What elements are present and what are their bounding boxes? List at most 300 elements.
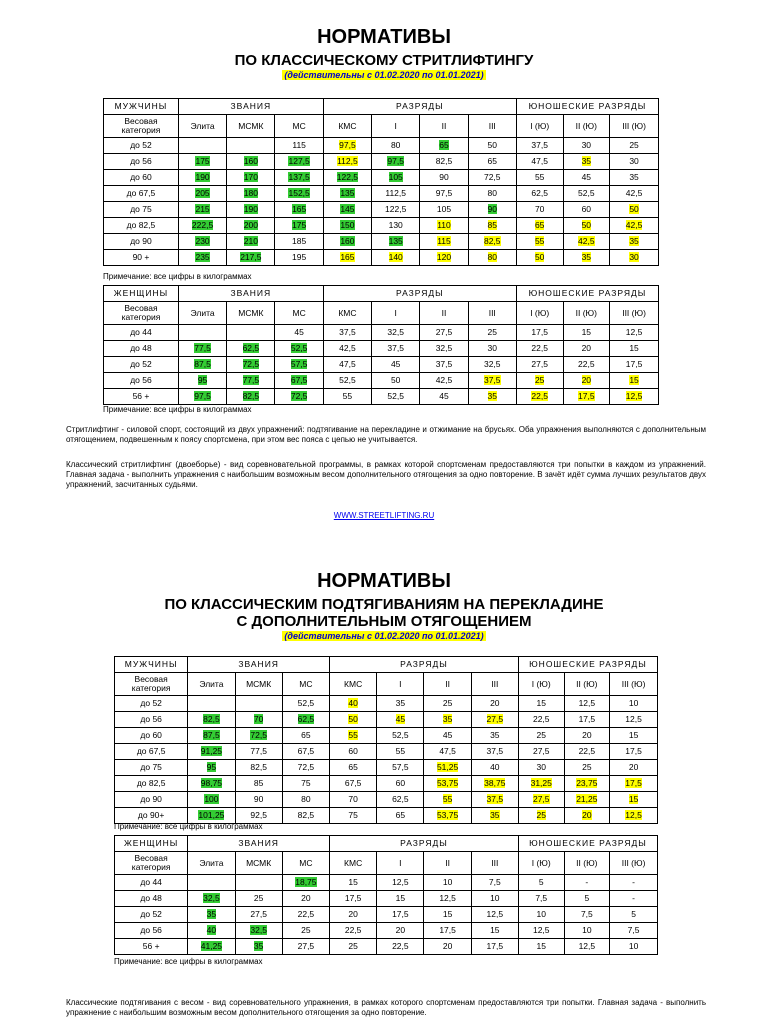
- column-header-cell: I (Ю): [516, 115, 563, 138]
- weight-category-cell: [104, 170, 179, 186]
- table-group-header: [115, 836, 658, 852]
- group-header-cell: ЮНОШЕСКИЕ РАЗРЯДЫ: [518, 657, 657, 673]
- value-cell: [235, 728, 282, 744]
- cell-value: 72,5: [483, 172, 501, 182]
- table-row: [104, 389, 659, 405]
- cell-value: 65: [348, 762, 358, 772]
- cell-value: 17,5: [578, 391, 595, 401]
- value-cell: [227, 154, 275, 170]
- value-cell: [282, 939, 329, 955]
- column-header-cell: I (Ю): [518, 852, 564, 875]
- value-cell: [235, 875, 282, 891]
- value-cell: [275, 202, 323, 218]
- column-header-cell: III: [468, 302, 516, 325]
- table-group-header: [104, 286, 659, 302]
- column-header-cell: Элита: [178, 115, 226, 138]
- group-header-cell: ЖЕНЩИНЫ: [104, 286, 179, 302]
- table-row: [115, 792, 658, 808]
- value-cell: [468, 186, 516, 202]
- value-cell: [610, 170, 659, 186]
- value-cell: [372, 357, 420, 373]
- cell-value: 80: [301, 794, 311, 804]
- group-header-cell: ЗВАНИЯ: [178, 99, 323, 115]
- value-cell: [420, 154, 468, 170]
- cell-value: 205: [195, 188, 210, 198]
- value-cell: [377, 808, 424, 824]
- cell-value: 55: [534, 172, 545, 182]
- value-cell: [420, 373, 468, 389]
- cell-value: 45: [439, 391, 449, 401]
- value-cell: [275, 218, 323, 234]
- value-cell: [563, 218, 610, 234]
- cell-value: 185: [292, 236, 307, 246]
- value-cell: [468, 389, 516, 405]
- cell-value: 55: [342, 391, 353, 401]
- cell-value: 25: [487, 327, 497, 337]
- value-cell: [235, 696, 282, 712]
- weight-category-cell: [115, 923, 188, 939]
- cell-value: 80: [390, 140, 401, 150]
- cell-value: 37,5: [531, 140, 548, 150]
- value-cell: [518, 744, 564, 760]
- table-pullups-men: [114, 656, 658, 824]
- value-cell: [468, 202, 516, 218]
- cell-value: 25: [253, 893, 264, 903]
- table-row: [115, 744, 658, 760]
- value-cell: [610, 218, 659, 234]
- cell-value: 27,5: [532, 746, 550, 756]
- cell-value: 10: [628, 941, 639, 951]
- cell-value: 12,5: [486, 909, 504, 919]
- cell-value: 87,5: [194, 359, 211, 369]
- value-cell: [323, 202, 371, 218]
- value-cell: [377, 891, 424, 907]
- page-subtitle: ПО КЛАССИЧЕСКОМУ СТРИТЛИФТИНГУ: [234, 52, 534, 69]
- value-cell: [275, 373, 323, 389]
- value-cell: [420, 170, 468, 186]
- value-cell: [235, 776, 282, 792]
- column-header-cell: Элита: [188, 673, 235, 696]
- table-streetlifting-women: [103, 285, 659, 405]
- value-cell: [471, 728, 518, 744]
- value-cell: [282, 923, 329, 939]
- value-cell: [424, 712, 471, 728]
- value-cell: [424, 939, 471, 955]
- cell-value: 27,5: [250, 909, 267, 919]
- value-cell: [516, 373, 563, 389]
- cell-value: 50: [390, 375, 401, 385]
- cell-value: 65: [534, 220, 545, 230]
- cell-value: 53,75: [436, 778, 459, 788]
- table-column-header: [115, 852, 658, 875]
- value-cell: [420, 202, 468, 218]
- column-header-cell: III (Ю): [610, 115, 659, 138]
- column-header-cell: III (Ю): [610, 673, 658, 696]
- value-cell: [235, 939, 282, 955]
- value-cell: [424, 776, 471, 792]
- value-cell: [610, 760, 658, 776]
- cell-value: 25: [348, 941, 358, 951]
- value-cell: [330, 891, 377, 907]
- column-header-cell: КМС: [323, 115, 371, 138]
- cell-value: 55: [442, 794, 453, 804]
- cell-value: 80: [487, 188, 497, 198]
- column-header-cell: Весовая категория: [115, 852, 188, 875]
- table-row: [104, 234, 659, 250]
- cell-value: 70: [348, 794, 358, 804]
- cell-value: 37,5: [486, 794, 504, 804]
- cell-value: 47,5: [439, 746, 456, 756]
- table-row: [115, 696, 658, 712]
- cell-value: 57,5: [290, 359, 308, 369]
- value-cell: [564, 728, 610, 744]
- cell-value: 27,5: [435, 327, 453, 337]
- cell-value: 65: [439, 140, 449, 150]
- value-cell: [275, 186, 323, 202]
- cell-value: 82,5: [483, 236, 501, 246]
- cell-value: 230: [195, 236, 210, 246]
- cell-value: 87,5: [203, 730, 220, 740]
- value-cell: [564, 792, 610, 808]
- column-header-cell: II (Ю): [564, 673, 610, 696]
- value-cell: [424, 744, 471, 760]
- cell-value: 41,25: [200, 941, 223, 951]
- cell-value: 50: [581, 220, 592, 230]
- cell-value: 22,5: [578, 746, 596, 756]
- cell-value: 25: [442, 698, 453, 708]
- cell-value: до 56: [140, 925, 162, 935]
- value-cell: [275, 138, 323, 154]
- cell-value: 122,5: [336, 172, 359, 182]
- value-cell: [178, 186, 226, 202]
- column-header-cell: МС: [282, 673, 329, 696]
- cell-value: до 82,5: [136, 778, 166, 788]
- value-cell: [330, 923, 377, 939]
- cell-value: 165: [340, 252, 355, 262]
- cell-value: 7,5: [627, 925, 640, 935]
- cell-value: 127,5: [288, 156, 310, 166]
- value-cell: [471, 696, 518, 712]
- value-cell: [178, 234, 226, 250]
- cell-value: 37,5: [435, 359, 453, 369]
- cell-value: 82,5: [435, 156, 453, 166]
- table-column-header: [104, 115, 659, 138]
- value-cell: [235, 923, 282, 939]
- value-cell: [424, 891, 471, 907]
- value-cell: [188, 907, 235, 923]
- cell-value: до 52: [130, 359, 152, 369]
- table-row: [104, 325, 659, 341]
- cell-value: 7,5: [488, 877, 501, 887]
- cell-value: 85: [487, 220, 497, 230]
- value-cell: [563, 154, 610, 170]
- value-cell: [564, 808, 610, 824]
- value-cell: [471, 712, 518, 728]
- value-cell: [227, 218, 275, 234]
- value-cell: [372, 341, 420, 357]
- page-title: НОРМАТИВЫ: [317, 26, 451, 48]
- cell-value: 97,5: [339, 140, 356, 150]
- cell-value: 217,5: [240, 252, 262, 262]
- value-cell: [468, 170, 516, 186]
- column-header-cell: III (Ю): [610, 852, 658, 875]
- cell-value: 60: [395, 778, 406, 788]
- cell-value: 25: [582, 762, 592, 772]
- cell-value: 25: [536, 810, 546, 820]
- column-header-cell: III: [471, 673, 518, 696]
- value-cell: [372, 202, 420, 218]
- value-cell: [227, 357, 275, 373]
- value-cell: [372, 234, 420, 250]
- value-cell: [516, 341, 563, 357]
- value-cell: [610, 186, 659, 202]
- value-cell: [424, 728, 471, 744]
- value-cell: [610, 154, 659, 170]
- weight-category-cell: [115, 792, 188, 808]
- table-row: [104, 357, 659, 373]
- value-cell: [275, 357, 323, 373]
- column-header-cell: I (Ю): [518, 673, 564, 696]
- table-row: [104, 154, 659, 170]
- cell-value: 31,25: [530, 778, 552, 788]
- cell-value: 82,5: [203, 714, 220, 724]
- cell-value: 12,5: [625, 391, 643, 401]
- cell-value: 15: [628, 730, 639, 740]
- cell-value: 25: [534, 375, 545, 385]
- cell-value: 12,5: [578, 698, 596, 708]
- cell-value: 105: [436, 204, 452, 214]
- table-row: [104, 373, 659, 389]
- cell-value: 27,5: [297, 941, 315, 951]
- value-cell: [377, 744, 424, 760]
- cell-value: до 75: [130, 204, 152, 214]
- cell-value: 15: [536, 941, 546, 951]
- cell-value: 122,5: [385, 204, 407, 214]
- cell-value: 22,5: [344, 925, 362, 935]
- cell-value: 97,5: [435, 188, 453, 198]
- column-header-cell: II: [424, 852, 471, 875]
- value-cell: [235, 760, 282, 776]
- value-cell: [282, 776, 329, 792]
- cell-value: до 67,5: [136, 746, 166, 756]
- value-cell: [468, 138, 516, 154]
- value-cell: [420, 357, 468, 373]
- cell-value: 5: [631, 909, 636, 919]
- cell-value: 215: [195, 204, 210, 214]
- value-cell: [563, 138, 610, 154]
- value-cell: [188, 776, 235, 792]
- cell-value: 20: [582, 810, 592, 820]
- value-cell: [468, 250, 516, 266]
- value-cell: [424, 875, 471, 891]
- table-row: [115, 923, 658, 939]
- table-streetlifting-men: [103, 98, 659, 266]
- value-cell: [275, 154, 323, 170]
- value-cell: [516, 202, 563, 218]
- group-header-cell: МУЖЧИНЫ: [115, 657, 188, 673]
- cell-value: 90: [253, 794, 264, 804]
- group-header-cell: ЗВАНИЯ: [178, 286, 323, 302]
- cell-value: 75: [348, 810, 358, 820]
- cell-value: 56 +: [132, 391, 150, 401]
- cell-value: 55: [348, 730, 358, 740]
- value-cell: [518, 923, 564, 939]
- cell-value: 32,5: [483, 359, 501, 369]
- value-cell: [188, 712, 235, 728]
- column-header-cell: I (Ю): [516, 302, 563, 325]
- cell-value: 72,5: [250, 730, 267, 740]
- value-cell: [227, 202, 275, 218]
- weight-category-cell: [115, 776, 188, 792]
- cell-value: 20: [301, 893, 311, 903]
- cell-value: 65: [487, 156, 497, 166]
- column-header-cell: Весовая категория: [104, 302, 179, 325]
- weight-category-cell: [104, 373, 179, 389]
- value-cell: [188, 792, 235, 808]
- table-row: [104, 218, 659, 234]
- column-header-cell: МСМК: [235, 852, 282, 875]
- cell-value: до 90: [140, 794, 162, 804]
- website-link[interactable]: WWW.STREETLIFTING.RU: [333, 511, 435, 520]
- value-cell: [227, 373, 275, 389]
- cell-value: 65: [395, 810, 406, 820]
- value-cell: [420, 218, 468, 234]
- cell-value: 110: [437, 220, 451, 230]
- cell-value: 7,5: [535, 893, 548, 903]
- cell-value: 37,5: [483, 375, 501, 385]
- value-cell: [420, 389, 468, 405]
- cell-value: 17,5: [578, 714, 596, 724]
- table-note: Примечание: все цифры в килограммах: [103, 272, 252, 281]
- cell-value: 42,5: [625, 188, 643, 198]
- value-cell: [235, 907, 282, 923]
- table-row: [115, 776, 658, 792]
- cell-value: 175: [195, 156, 210, 166]
- cell-value: до 75: [140, 762, 162, 772]
- value-cell: [372, 373, 420, 389]
- value-cell: [372, 138, 420, 154]
- cell-value: 25: [301, 925, 311, 935]
- value-cell: [516, 154, 563, 170]
- value-cell: [323, 234, 371, 250]
- value-cell: [610, 325, 659, 341]
- value-cell: [235, 891, 282, 907]
- cell-value: 90 +: [132, 252, 150, 262]
- cell-value: 42,5: [435, 375, 453, 385]
- cell-value: до 60: [130, 172, 152, 182]
- cell-value: 12,5: [625, 810, 642, 820]
- value-cell: [610, 875, 658, 891]
- cell-value: 17,5: [625, 746, 642, 756]
- value-cell: [518, 907, 564, 923]
- cell-value: 10: [442, 877, 453, 887]
- value-cell: [323, 170, 371, 186]
- value-cell: [227, 170, 275, 186]
- cell-value: 35: [253, 941, 264, 951]
- cell-value: 35: [581, 156, 592, 166]
- cell-value: 45: [390, 359, 401, 369]
- value-cell: [564, 939, 610, 955]
- value-cell: [372, 218, 420, 234]
- value-cell: [188, 760, 235, 776]
- value-cell: [178, 250, 226, 266]
- value-cell: [188, 923, 235, 939]
- cell-value: 77,5: [250, 746, 267, 756]
- value-cell: [563, 325, 610, 341]
- value-cell: [178, 202, 226, 218]
- value-cell: [372, 154, 420, 170]
- cell-value: 52,5: [578, 188, 595, 198]
- value-cell: [610, 712, 658, 728]
- cell-value: до 44: [130, 327, 152, 337]
- table-column-header: [115, 673, 658, 696]
- value-cell: [377, 907, 424, 923]
- value-cell: [518, 875, 564, 891]
- cell-value: до 90: [130, 236, 152, 246]
- column-header-cell: Весовая категория: [104, 115, 179, 138]
- value-cell: [420, 341, 468, 357]
- value-cell: [323, 389, 371, 405]
- cell-value: 135: [340, 188, 355, 198]
- value-cell: [518, 891, 564, 907]
- cell-value: 53,75: [436, 810, 459, 820]
- cell-value: 7,5: [580, 909, 593, 919]
- value-cell: [516, 389, 563, 405]
- cell-value: до 56: [130, 375, 152, 385]
- cell-value: 37,5: [486, 746, 504, 756]
- value-cell: [178, 325, 226, 341]
- value-cell: [610, 389, 659, 405]
- cell-value: 20: [581, 375, 592, 385]
- cell-value: 10: [628, 698, 639, 708]
- cell-value: 15: [536, 698, 546, 708]
- value-cell: [377, 875, 424, 891]
- cell-value: 67,5: [344, 778, 362, 788]
- value-cell: [275, 170, 323, 186]
- cell-value: 20: [348, 909, 358, 919]
- value-cell: [323, 341, 371, 357]
- cell-value: 135: [388, 236, 403, 246]
- table-group-header: [115, 657, 658, 673]
- value-cell: [610, 744, 658, 760]
- cell-value: 22,5: [578, 359, 595, 369]
- value-cell: [188, 891, 235, 907]
- description-paragraph: Стритлифтинг - силовой спорт, состоящий из двух упражнений: подтягивание на перекладине и отжимание на брусьях. Оба упражнения выполняются с дополнительным отягощением, подвешенным к поясу спортсмена, при этом вес пояса с цепью не учитывается.: [66, 425, 706, 444]
- value-cell: [178, 154, 226, 170]
- cell-value: 180: [243, 188, 258, 198]
- cell-value: 15: [442, 909, 453, 919]
- weight-category-cell: [104, 138, 179, 154]
- cell-value: 17,5: [439, 925, 456, 935]
- cell-value: 45: [581, 172, 592, 182]
- value-cell: [471, 907, 518, 923]
- cell-value: 75: [301, 778, 311, 788]
- value-cell: [516, 325, 563, 341]
- weight-category-cell: [104, 234, 179, 250]
- cell-value: 20: [582, 730, 592, 740]
- page-title: НОРМАТИВЫ: [317, 570, 451, 592]
- value-cell: [323, 186, 371, 202]
- value-cell: [516, 186, 563, 202]
- value-cell: [188, 728, 235, 744]
- cell-value: 45: [442, 730, 453, 740]
- value-cell: [227, 138, 275, 154]
- weight-category-cell: [104, 186, 179, 202]
- value-cell: [564, 923, 610, 939]
- value-cell: [610, 250, 659, 266]
- cell-value: 15: [348, 877, 358, 887]
- value-cell: [610, 341, 659, 357]
